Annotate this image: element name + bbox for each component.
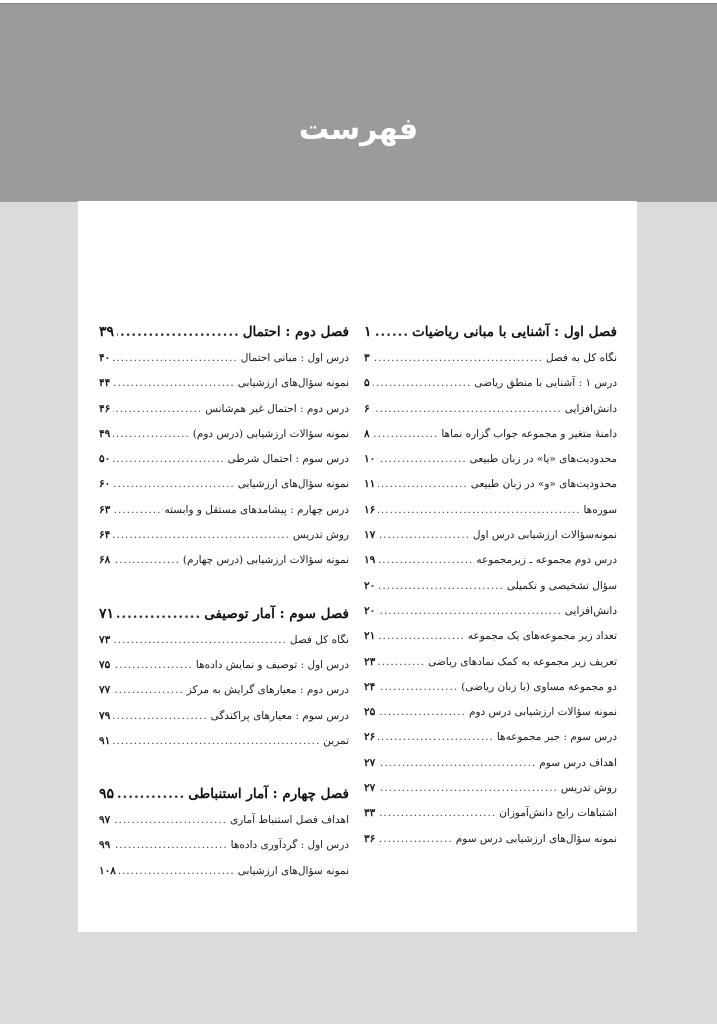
entry-title: نمونه سؤال‌های ارزشیابی درس سوم [455,832,617,845]
chapter-page-number: ۳۹ [99,324,115,340]
entry-title: نگاه کل به فصل [545,352,617,364]
leader-dots [373,346,543,371]
toc-entry [99,371,349,396]
entry-page-number: ۲۳ [364,655,376,668]
leader-dots [113,498,161,523]
chapter-heading [99,600,349,628]
entry-page-number: ۳ [364,352,370,364]
toc-entry [364,447,617,472]
toc-section [364,318,617,852]
entry-page-number: ۲۰ [364,579,376,592]
entry-page-number: ۱۷ [364,529,376,542]
entry-page-number: ۶۳ [99,503,111,516]
toc-entry [99,472,349,497]
toc-entry [99,422,349,447]
entry-title: درس چهارم : پیشامدهای مستقل و وابسته [164,503,349,516]
entry-title: دو مجموعه مساوی (با زبان ریاضی) [461,680,617,693]
toc-entry [364,422,617,447]
entry-page-number: ۷۵ [99,658,111,671]
toc-section [99,318,349,574]
entry-title: دانش‌افزایی [564,402,617,415]
leader-dots [378,827,452,852]
chapter-title: فصل اول : آشنایی با مبانی ریاضیات [412,324,617,340]
entry-page-number: ۲۷ [364,756,376,769]
entry-title: روش تدریس [560,782,617,795]
chapter-heading [364,318,617,346]
toc-entry [364,675,617,700]
leader-dots [378,725,494,750]
toc-entry [364,397,617,422]
entry-title: دانش‌افزایی [564,604,617,617]
leader-dots [113,346,238,371]
entry-title: تعریف زیر مجموعه به کمک نمادهای ریاضی [428,655,617,668]
leader-dots [378,751,536,776]
entry-page-number: ۴۶ [99,402,111,415]
leader-dots [378,700,466,725]
entry-page-number: ۱۹ [364,554,376,567]
entry-title: اهداف درس سوم [539,756,617,769]
entry-page-number: ۷۳ [99,633,111,646]
entry-title: درس سوم : معیارهای پراکندگی [210,709,349,722]
leader-dots [378,675,458,700]
toc-entry [99,678,349,703]
entry-title: محدودیت‌های «یا» در زبان طبیعی [469,453,617,466]
leader-dots [378,472,467,497]
entry-page-number: ۷۹ [99,709,111,722]
toc-entry [364,472,617,497]
entry-title: اشتباهات رایج دانش‌آموزان [499,807,617,820]
leader-dots [113,523,290,548]
entry-title: درس ۱ : آشنایی با منطق ریاضی [474,377,617,390]
entry-page-number: ۶ [364,402,370,415]
toc-entry [364,624,617,649]
entry-title: نمونه سؤالات ارزشیابی درس دوم [468,706,617,719]
entry-page-number: ۳۳ [364,807,376,820]
leader-dots [378,548,473,573]
leader-dots [113,397,202,422]
chapter-page-number: ۹۵ [99,786,115,803]
entry-title: درس سوم : جبر مجموعه‌ها [496,731,617,744]
entry-title: سؤال تشخیصی و تکمیلی [506,579,617,592]
entry-title: درس دوم : معیارهای گرایش به مرکز [186,684,349,697]
toc-entry [99,447,349,472]
chapter-title: فصل دوم : احتمال [242,324,349,340]
toc-entry [99,498,349,523]
entry-title: درس اول : مبانی احتمال [240,352,349,364]
toc-entry [364,700,617,725]
entry-page-number: ۲۶ [364,731,376,744]
toc-entry [364,523,617,548]
entry-page-number: ۹۷ [99,814,111,827]
entry-title: سوره‌ها [583,503,617,516]
chapter-page-number: ۱ [364,324,372,340]
entry-title: روش تدریس [292,529,349,542]
toc-entry [364,371,617,396]
entry-page-number: ۲۴ [364,680,376,693]
toc-section [99,780,349,884]
toc-entry [364,650,617,675]
toc-entry [99,833,349,858]
entry-page-number: ۲۰ [364,604,376,617]
entry-title: تمرین [323,734,349,747]
toc-column-left [99,318,349,910]
entry-page-number: ۵ [364,377,370,390]
leader-dots [117,600,201,628]
leader-dots [378,599,561,624]
entry-title: محدودیت‌های «و» در زبان طبیعی [470,478,617,491]
entry-page-number: ۲۷ [364,782,376,795]
toc-entry [364,346,617,371]
entry-page-number: ۹۹ [99,839,111,852]
leader-dots [113,447,224,472]
toc-entry [364,827,617,852]
toc-section [99,600,349,754]
leader-dots [378,498,580,523]
entry-title: درس اول : توصیف و نمایش داده‌ها [195,658,349,671]
leader-dots [378,624,465,649]
toc-entry [364,801,617,826]
entry-page-number: ۴۴ [99,377,111,390]
entry-page-number: ۹۱ [99,734,111,747]
toc-entry [99,653,349,678]
entry-page-number: ۶۴ [99,529,111,542]
entry-page-number: ۴۹ [99,427,111,440]
leader-dots [378,801,496,826]
chapter-title: فصل چهارم : آمار استنباطی [188,786,349,803]
leader-dots [117,780,185,808]
entry-title: نمونه سؤال‌های ارزشیابی [237,478,349,491]
toc-entry [364,498,617,523]
toc-entry [364,751,617,776]
toc-entry [99,397,349,422]
leader-dots [113,678,183,703]
toc-entry [99,628,349,653]
leader-dots [113,704,207,729]
leader-dots [378,650,425,675]
leader-dots [119,859,235,884]
entry-title: نمونه سؤال‌های ارزشیابی [237,864,349,877]
entry-title: درس سوم : احتمال شرطی [227,453,349,466]
leader-dots [117,318,240,346]
leader-dots [373,371,472,396]
entry-title: درس اول : گردآوری داده‌ها [230,839,349,852]
toc-entry [99,548,349,573]
leader-dots [375,318,410,346]
leader-dots [113,833,227,858]
leader-dots [113,808,227,833]
toc-entry [364,776,617,801]
leader-dots [113,472,234,497]
leader-dots [378,574,504,599]
leader-dots [378,523,470,548]
toc-page [78,201,637,932]
page-title: فهرست [298,112,419,147]
entry-page-number: ۱۰ [364,453,376,466]
leader-dots [113,548,180,573]
leader-dots [378,776,558,801]
entry-page-number: ۷۷ [99,684,111,697]
toc-entry [99,346,349,371]
toc-entry [364,725,617,750]
toc-entry [99,729,349,754]
toc-entry [364,599,617,624]
leader-dots [113,371,234,396]
toc-entry [364,548,617,573]
leader-dots [113,628,287,653]
entry-title: نمونه سؤال‌های ارزشیابی [237,377,349,390]
entry-title: درس دوم مجموعه ـ زیرمجموعه [476,554,617,567]
entry-title: نگاه کل فصل [289,633,349,646]
leader-dots [113,729,320,754]
entry-title: اهداف فصل استنباط آماری [229,814,349,827]
entry-title: دامنهٔ متغیر و مجموعه جواب گزاره نماها [441,427,617,440]
chapter-heading [99,780,349,808]
chapter-page-number: ۷۱ [99,605,115,622]
toc-entry [99,808,349,833]
header-band [0,3,717,202]
entry-title: نمونه سؤالات ارزشیابی (درس دوم) [192,427,349,440]
entry-title: نمونه سؤالات ارزشیابی (درس چهارم) [182,554,349,567]
entry-page-number: ۱۱ [364,478,376,491]
entry-page-number: ۶۰ [99,478,111,491]
toc-entry [99,704,349,729]
toc-column-right [364,318,617,878]
entry-page-number: ۳۶ [364,832,376,845]
entry-page-number: ۱۰۸ [99,864,116,877]
chapter-title: فصل سوم : آمار توصیفی [204,605,349,622]
leader-dots [373,422,439,447]
toc-entry [364,574,617,599]
leader-dots [378,447,466,472]
entry-title: درس دوم : احتمال غیر هم‌شانس [205,402,349,415]
leader-dots [113,422,189,447]
entry-title: تعداد زیر مجموعه‌های یک مجموعه [467,630,617,643]
leader-dots [113,653,193,678]
toc-entry [99,523,349,548]
leader-dots [373,397,562,422]
entry-page-number: ۴۰ [99,352,111,364]
chapter-heading [99,318,349,346]
entry-page-number: ۵۰ [99,453,111,466]
entry-page-number: ۶۸ [99,554,111,567]
entry-page-number: ۱۶ [364,503,376,516]
entry-page-number: ۸ [364,427,370,440]
entry-page-number: ۲۵ [364,706,376,719]
toc-entry [99,859,349,884]
entry-page-number: ۲۱ [364,630,376,643]
entry-title: نمونه‌سؤالات ارزشیابی درس اول [472,529,617,542]
